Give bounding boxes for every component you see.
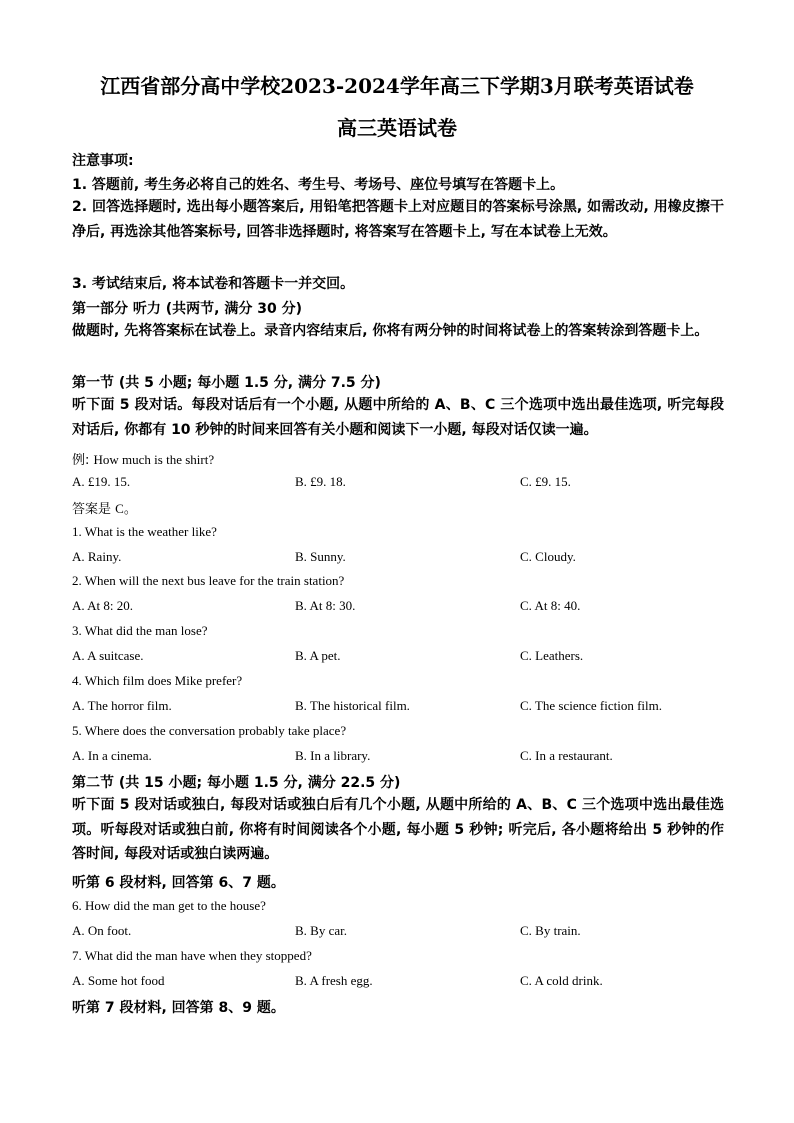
question-5-option-b: B. In a library. — [295, 748, 371, 763]
example-option-a: A. £19. 15. — [72, 474, 131, 489]
example-answer-letter: C — [115, 501, 124, 516]
part1-heading: 第一部分 听力 (共两节, 满分 30 分) — [72, 301, 302, 317]
example-answer-prefix: 答案是 — [72, 502, 116, 517]
question-7-option-b: B. A fresh egg. — [295, 973, 373, 988]
question-3-option-b: B. A pet. — [295, 648, 341, 663]
question-4-option-a: A. The horror film. — [72, 698, 172, 713]
question-6-option-b: B. By car. — [295, 923, 347, 938]
example-question-text: How much is the shirt? — [93, 452, 215, 467]
question-2-option-a: A. At 8: 20. — [72, 598, 134, 613]
question-7-option-a: A. Some hot food — [72, 973, 165, 988]
question-5-option-a: A. In a cinema. — [72, 748, 152, 763]
question-1: 1. What is the weather like? — [72, 524, 217, 539]
question-6-option-a: A. On foot. — [72, 923, 132, 938]
question-4-option-c: C. The science fiction film. — [520, 698, 662, 713]
question-2-option-c: C. At 8: 40. — [520, 598, 581, 613]
question-5-option-c: C. In a restaurant. — [520, 748, 613, 763]
section2-heading: 第二节 (共 15 小题; 每小题 1.5 分, 满分 22.5 分) — [72, 775, 401, 791]
question-2-option-b: B. At 8: 30. — [295, 598, 356, 613]
example-answer — [72, 498, 137, 517]
part1-instruction: 做题时, 先将答案标在试卷上。录音内容结束后, 你将有两分钟的时间将试卷上的答案转涂到答题卡上。 — [72, 323, 709, 339]
question-3-option-a: A. A suitcase. — [72, 648, 144, 663]
section2-instruction: 听下面 5 段对话或独白, 每段对话或独白后有几个小题, 从题中所给的 A、B、C 三个选项中选出最佳选项。听每段对话或独白前, 你将有时间阅读各个小题, 每小题 5 秒钟; 听完后, 各小题将给出 5 秒钟的作答时间, 每段对话或独白读两遍。 — [72, 797, 724, 862]
question-3: 3. What did the man lose? — [72, 623, 208, 638]
question-5: 5. Where does the conversation probably take place? — [72, 723, 347, 738]
question-7-option-c: C. A cold drink. — [520, 973, 603, 988]
question-1-option-a: A. Rainy. — [72, 549, 122, 564]
question-3-option-c: C. Leathers. — [520, 648, 584, 663]
question-2: 2. When will the next bus leave for the train station? — [72, 573, 345, 588]
question-1-option-b: B. Sunny. — [295, 549, 346, 564]
question-1-option-c: C. Cloudy. — [520, 549, 576, 564]
question-6: 6. How did the man get to the house? — [72, 898, 266, 913]
example-prefix: 例: — [72, 453, 94, 468]
exam-title: 江西省部分高中学校2023-2024学年高三下学期3月联考英语试卷 — [100, 74, 694, 98]
notice-item-3: 3. 考试结束后, 将本试卷和答题卡一并交回。 — [72, 276, 355, 292]
section1-heading: 第一节 (共 5 小题; 每小题 1.5 分, 满分 7.5 分) — [72, 375, 381, 391]
notice-item-2: 2. 回答选择题时, 选出每小题答案后, 用铅笔把答题卡上对应题目的答案标号涂黑, 如需改动, 用橡皮擦干净后, 再选涂其他答案标号, 回答非选择题时, 将答案写在答题卡上, 写在本试卷上无效。 — [72, 199, 724, 240]
material-7-heading: 听第 7 段材料, 回答第 8、9 题。 — [72, 1000, 285, 1016]
question-4: 4. Which film does Mike prefer? — [72, 673, 243, 688]
example-answer-suffix: 。 — [123, 502, 137, 517]
question-7: 7. What did the man have when they stopped? — [72, 948, 312, 963]
notice-item-1: 1. 答题前, 考生务必将自己的姓名、考生号、考场号、座位号填写在答题卡上。 — [72, 177, 565, 193]
section1-instruction: 听下面 5 段对话。每段对话后有一个小题, 从题中所给的 A、B、C 三个选项中选出最佳选项, 听完每段对话后, 你都有 10 秒钟的时间来回答有关小题和阅读下一小题, 每段对话仅读一遍。 — [72, 397, 724, 438]
material-6-heading: 听第 6 段材料, 回答第 6、7 题。 — [72, 875, 285, 891]
question-6-option-c: C. By train. — [520, 923, 581, 938]
question-4-option-b: B. The historical film. — [295, 698, 410, 713]
example-option-b: B. £9. 18. — [295, 474, 346, 489]
notice-heading: 注意事项: — [72, 153, 134, 169]
example-option-c: C. £9. 15. — [520, 474, 571, 489]
exam-subtitle: 高三英语试卷 — [337, 116, 457, 140]
example-question — [72, 449, 214, 468]
